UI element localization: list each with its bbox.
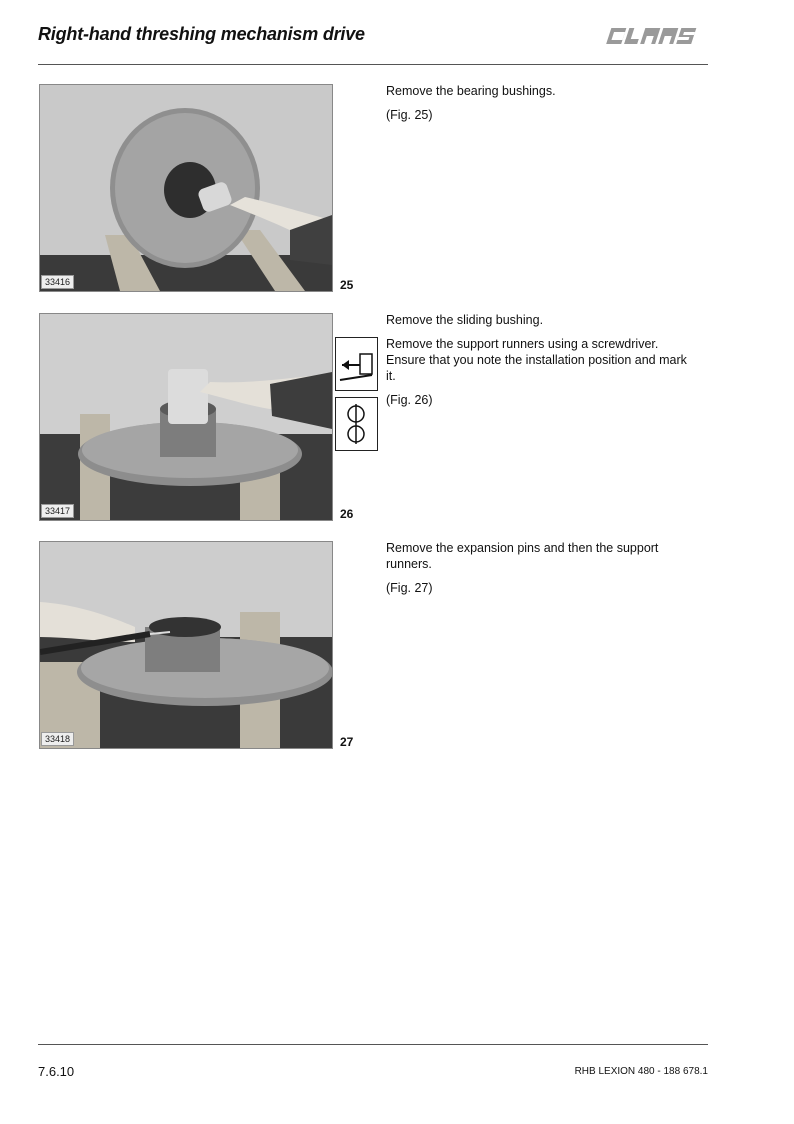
figure-reference: (Fig. 26) — [386, 393, 433, 407]
photo-code: 33416 — [41, 275, 74, 289]
instruction-text: Remove the support runners using a screwdriver. Ensure that you note the installation position and mark it. — [386, 337, 687, 383]
photo-code: 33417 — [41, 504, 74, 518]
photo-code: 33418 — [41, 732, 74, 746]
figure-reference: (Fig. 27) — [386, 581, 433, 595]
figure-reference: (Fig. 25) — [386, 108, 433, 122]
page-number: 7.6.10 — [38, 1064, 75, 1079]
figure-number: 27 — [340, 735, 354, 749]
remove-tool-icon — [335, 337, 378, 391]
instruction-text: Remove the expansion pins and then the support runners. — [386, 541, 659, 571]
photo-fig-27 — [39, 541, 333, 749]
photo-fig-26 — [39, 313, 333, 521]
instruction-text: Remove the bearing bushings. — [386, 84, 556, 98]
claas-logo — [606, 26, 708, 46]
footer-rule — [38, 1044, 708, 1045]
instruction-block-fig-26 — [386, 312, 696, 416]
figure-number: 25 — [340, 278, 354, 292]
photo-fig-25 — [39, 84, 333, 292]
header-rule — [38, 64, 708, 65]
instruction-block-fig-25 — [386, 83, 696, 131]
figure-number: 26 — [340, 507, 354, 521]
document-id: RHB LEXION 480 - 188 678.1 — [574, 1066, 708, 1077]
instruction-text: Remove the sliding bushing. — [386, 313, 544, 327]
page-title: Right-hand threshing mechanism drive — [38, 24, 365, 44]
instruction-block-fig-27 — [386, 540, 696, 604]
mark-position-icon — [335, 397, 378, 451]
